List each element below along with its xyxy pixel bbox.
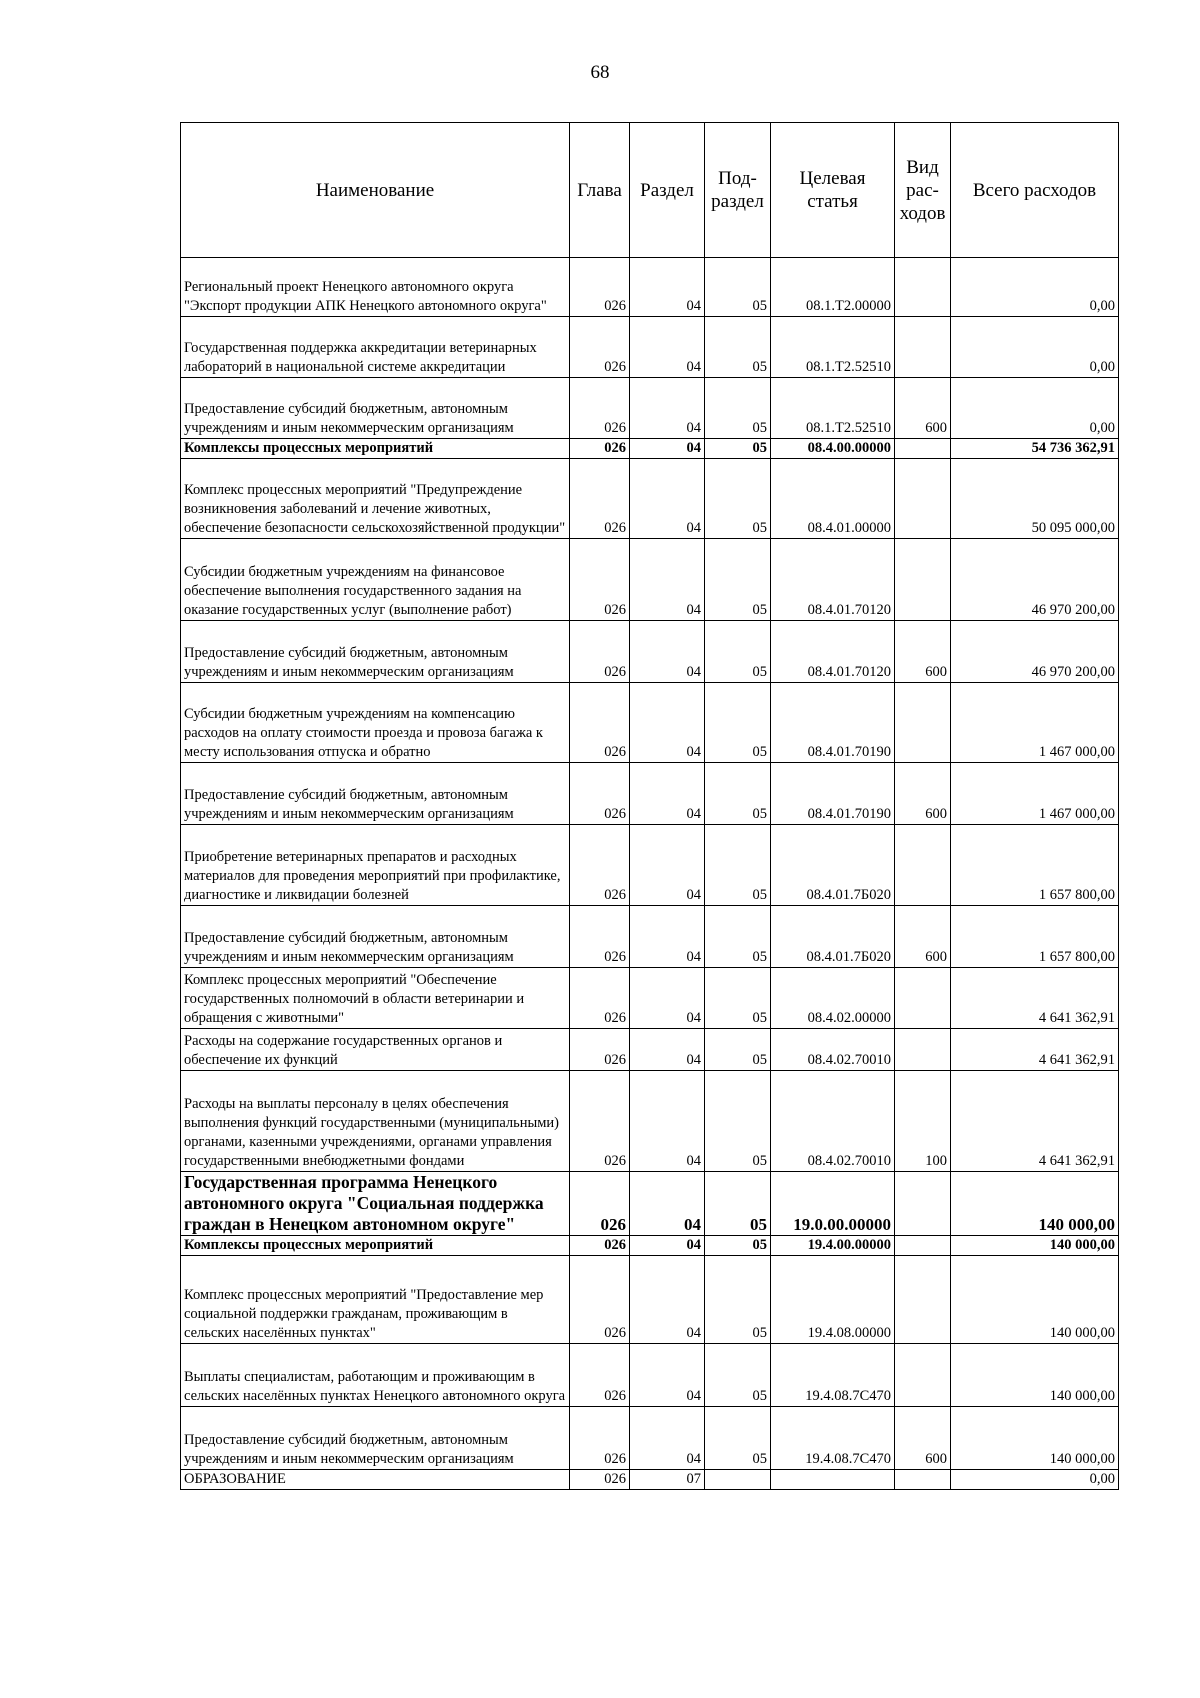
header-target-article	[771, 123, 895, 258]
row-target-article: 08.1.Т2.00000	[771, 258, 895, 317]
table-header-row	[181, 123, 1119, 258]
row-subsection: 05	[705, 258, 771, 317]
row-chapter: 026	[570, 1407, 630, 1470]
row-chapter: 026	[570, 906, 630, 968]
row-subsection: 05	[705, 1236, 771, 1256]
row-target-article: 08.1.Т2.52510	[771, 317, 895, 378]
header-kind-line3: ходов	[899, 202, 946, 224]
row-section: 07	[630, 1470, 705, 1490]
table-row	[181, 1470, 1119, 1490]
row-expense-kind	[895, 1470, 951, 1490]
budget-table	[180, 122, 1119, 1490]
row-section: 04	[630, 1236, 705, 1256]
row-name: Комплекс процессных мероприятий "Обеспечение государственных полномочий в области ветеринарии и обращения с животными"	[181, 968, 570, 1029]
header-kind-line1: Вид	[906, 156, 939, 178]
row-expense-kind	[895, 1256, 951, 1344]
row-subsection: 05	[705, 1071, 771, 1172]
row-total: 0,00	[951, 1470, 1119, 1490]
row-section: 04	[630, 439, 705, 459]
row-name: Государственная программа Ненецкого автономного округа "Социальная поддержка граждан в Ненецком автономном округе"	[181, 1172, 570, 1236]
row-chapter: 026	[570, 621, 630, 683]
row-target-article: 08.4.01.7Б020	[771, 906, 895, 968]
row-total: 54 736 362,91	[951, 439, 1119, 459]
table-row	[181, 439, 1119, 459]
row-expense-kind: 600	[895, 906, 951, 968]
row-total: 0,00	[951, 317, 1119, 378]
row-total: 46 970 200,00	[951, 539, 1119, 621]
row-total: 140 000,00	[951, 1256, 1119, 1344]
row-chapter: 026	[570, 439, 630, 459]
row-target-article: 08.4.02.00000	[771, 968, 895, 1029]
row-section: 04	[630, 258, 705, 317]
row-expense-kind: 600	[895, 378, 951, 439]
row-chapter: 026	[570, 968, 630, 1029]
row-target-article: 08.4.01.7Б020	[771, 825, 895, 906]
row-name: Комплекс процессных мероприятий "Предупреждение возникновения заболеваний и лечение животных, обеспечение безопасности сельскохозяйственной продукции"	[181, 459, 570, 539]
row-total: 140 000,00	[951, 1407, 1119, 1470]
row-target-article: 19.4.08.7С470	[771, 1407, 895, 1470]
table-row	[181, 258, 1119, 317]
header-expense-kind	[895, 123, 951, 258]
header-subsection	[705, 123, 771, 258]
row-name: Предоставление субсидий бюджетным, автономным учреждениям и иным некоммерческим организациям	[181, 1407, 570, 1470]
header-target-line2: статья	[807, 191, 858, 212]
row-chapter: 026	[570, 258, 630, 317]
row-name: Предоставление субсидий бюджетным, автономным учреждениям и иным некоммерческим организациям	[181, 763, 570, 825]
row-name: Комплекс процессных мероприятий "Предоставление мер социальной поддержки гражданам, проживающим в сельских населённых пунктах"	[181, 1256, 570, 1344]
row-section: 04	[630, 317, 705, 378]
row-target-article: 08.4.01.70190	[771, 683, 895, 763]
header-total: Всего расходов	[951, 123, 1119, 258]
table-row	[181, 621, 1119, 683]
row-section: 04	[630, 968, 705, 1029]
row-name: Комплексы процессных мероприятий	[181, 1236, 570, 1256]
row-expense-kind	[895, 459, 951, 539]
table-row	[181, 1029, 1119, 1071]
header-target-line1: Целевая	[799, 168, 866, 189]
row-name: Предоставление субсидий бюджетным, автономным учреждениям и иным некоммерческим организациям	[181, 378, 570, 439]
row-chapter: 026	[570, 378, 630, 439]
row-section: 04	[630, 1256, 705, 1344]
row-subsection: 05	[705, 539, 771, 621]
row-total: 4 641 362,91	[951, 1071, 1119, 1172]
row-target-article: 08.4.01.70120	[771, 621, 895, 683]
row-total: 4 641 362,91	[951, 1029, 1119, 1071]
row-expense-kind	[895, 1029, 951, 1071]
row-section: 04	[630, 683, 705, 763]
table-row	[181, 683, 1119, 763]
header-subsection-line2: раздел	[711, 191, 764, 212]
row-section: 04	[630, 825, 705, 906]
row-target-article: 08.4.02.70010	[771, 1029, 895, 1071]
row-chapter: 026	[570, 1236, 630, 1256]
row-name: Расходы на выплаты персоналу в целях обеспечения выполнения функций государственными (муниципальными) органами, казенными учреждениями, органами управления государственными внебюджетными фондами	[181, 1071, 570, 1172]
table-row	[181, 539, 1119, 621]
row-target-article: 19.4.08.7С470	[771, 1344, 895, 1407]
row-section: 04	[630, 1071, 705, 1172]
row-total: 1 657 800,00	[951, 906, 1119, 968]
row-total: 0,00	[951, 378, 1119, 439]
row-target-article: 19.0.00.00000	[771, 1172, 895, 1236]
row-subsection: 05	[705, 1344, 771, 1407]
row-chapter: 026	[570, 1071, 630, 1172]
row-target-article: 08.4.01.70190	[771, 763, 895, 825]
row-name: Расходы на содержание государственных органов и обеспечение их функций	[181, 1029, 570, 1071]
row-name: Региональный проект Ненецкого автономного округа "Экспорт продукции АПК Ненецкого автономного округа"	[181, 258, 570, 317]
row-expense-kind	[895, 1236, 951, 1256]
row-chapter: 026	[570, 317, 630, 378]
row-name: Приобретение ветеринарных препаратов и расходных материалов для проведения мероприятий при профилактике, диагностике и ликвидации болезней	[181, 825, 570, 906]
row-subsection: 05	[705, 439, 771, 459]
row-subsection: 05	[705, 763, 771, 825]
row-expense-kind: 600	[895, 763, 951, 825]
row-name: Предоставление субсидий бюджетным, автономным учреждениям и иным некоммерческим организациям	[181, 621, 570, 683]
row-expense-kind	[895, 683, 951, 763]
row-total: 1 467 000,00	[951, 683, 1119, 763]
row-section: 04	[630, 906, 705, 968]
row-expense-kind	[895, 825, 951, 906]
table-row	[181, 1236, 1119, 1256]
row-subsection: 05	[705, 1256, 771, 1344]
row-section: 04	[630, 763, 705, 825]
row-total: 140 000,00	[951, 1344, 1119, 1407]
row-target-article: 08.4.01.00000	[771, 459, 895, 539]
row-chapter: 026	[570, 683, 630, 763]
row-expense-kind	[895, 968, 951, 1029]
header-kind-line2: рас-	[906, 179, 939, 201]
row-total: 1 657 800,00	[951, 825, 1119, 906]
table-row	[181, 1071, 1119, 1172]
header-section: Раздел	[630, 123, 705, 258]
row-target-article: 08.4.01.70120	[771, 539, 895, 621]
row-chapter: 026	[570, 1172, 630, 1236]
row-total: 0,00	[951, 258, 1119, 317]
row-target-article: 08.1.Т2.52510	[771, 378, 895, 439]
row-subsection: 05	[705, 317, 771, 378]
row-target-article: 08.4.02.70010	[771, 1071, 895, 1172]
table-row	[181, 968, 1119, 1029]
row-expense-kind	[895, 317, 951, 378]
row-subsection: 05	[705, 1172, 771, 1236]
table-row	[181, 1344, 1119, 1407]
row-subsection	[705, 1470, 771, 1490]
table-row	[181, 459, 1119, 539]
row-expense-kind: 100	[895, 1071, 951, 1172]
row-expense-kind: 600	[895, 621, 951, 683]
row-name: Комплексы процессных мероприятий	[181, 439, 570, 459]
row-section: 04	[630, 459, 705, 539]
row-section: 04	[630, 1344, 705, 1407]
row-total: 4 641 362,91	[951, 968, 1119, 1029]
header-subsection-line1: Под-	[718, 168, 757, 189]
table-row	[181, 1407, 1119, 1470]
row-subsection: 05	[705, 968, 771, 1029]
row-name: Субсидии бюджетным учреждениям на компенсацию расходов на оплату стоимости проезда и провоза багажа к месту использования отпуска и обратно	[181, 683, 570, 763]
row-expense-kind	[895, 439, 951, 459]
row-section: 04	[630, 621, 705, 683]
row-subsection: 05	[705, 683, 771, 763]
row-expense-kind	[895, 539, 951, 621]
row-subsection: 05	[705, 621, 771, 683]
row-name: Предоставление субсидий бюджетным, автономным учреждениям и иным некоммерческим организациям	[181, 906, 570, 968]
row-chapter: 026	[570, 459, 630, 539]
row-subsection: 05	[705, 825, 771, 906]
row-subsection: 05	[705, 378, 771, 439]
row-section: 04	[630, 1407, 705, 1470]
row-subsection: 05	[705, 459, 771, 539]
row-subsection: 05	[705, 1407, 771, 1470]
row-chapter: 026	[570, 1256, 630, 1344]
row-chapter: 026	[570, 1029, 630, 1071]
row-chapter: 026	[570, 763, 630, 825]
row-section: 04	[630, 539, 705, 621]
table-row	[181, 825, 1119, 906]
row-total: 140 000,00	[951, 1172, 1119, 1236]
row-expense-kind	[895, 258, 951, 317]
row-total: 50 095 000,00	[951, 459, 1119, 539]
row-section: 04	[630, 1172, 705, 1236]
row-total: 1 467 000,00	[951, 763, 1119, 825]
row-section: 04	[630, 1029, 705, 1071]
row-expense-kind	[895, 1172, 951, 1236]
row-target-article: 08.4.00.00000	[771, 439, 895, 459]
table-row	[181, 1172, 1119, 1236]
row-chapter: 026	[570, 1470, 630, 1490]
table-row	[181, 906, 1119, 968]
row-target-article: 19.4.08.00000	[771, 1256, 895, 1344]
row-subsection: 05	[705, 1029, 771, 1071]
header-chapter: Глава	[570, 123, 630, 258]
header-name: Наименование	[181, 123, 570, 258]
row-expense-kind	[895, 1344, 951, 1407]
row-subsection: 05	[705, 906, 771, 968]
table-row	[181, 1256, 1119, 1344]
row-name: Государственная поддержка аккредитации ветеринарных лабораторий в национальной системе аккредитации	[181, 317, 570, 378]
row-expense-kind: 600	[895, 1407, 951, 1470]
row-chapter: 026	[570, 1344, 630, 1407]
row-chapter: 026	[570, 539, 630, 621]
row-target-article	[771, 1470, 895, 1490]
row-total: 140 000,00	[951, 1236, 1119, 1256]
row-chapter: 026	[570, 825, 630, 906]
page-number: 68	[590, 62, 610, 83]
row-section: 04	[630, 378, 705, 439]
table-row	[181, 378, 1119, 439]
row-total: 46 970 200,00	[951, 621, 1119, 683]
row-name: ОБРАЗОВАНИЕ	[181, 1470, 570, 1490]
table-row	[181, 763, 1119, 825]
row-target-article: 19.4.00.00000	[771, 1236, 895, 1256]
row-name: Субсидии бюджетным учреждениям на финансовое обеспечение выполнения государственного задания на оказание государственных услуг (выполнение работ)	[181, 539, 570, 621]
table-row	[181, 317, 1119, 378]
row-name: Выплаты специалистам, работающим и проживающим в сельских населённых пунктах Ненецкого автономного округа	[181, 1344, 570, 1407]
